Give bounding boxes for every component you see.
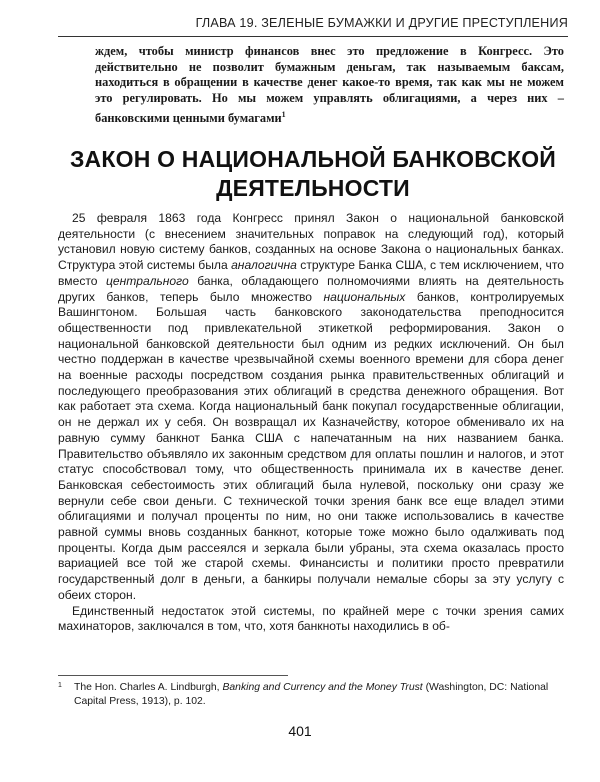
paragraph-2: Единственный недостаток этой системы, по крайней мере с точки зрения самих махинаторов, заключался в том, что, хотя банкноты находились в об- [58, 603, 564, 634]
paragraph-1-part-c: банка, обладающего полномочиями влиять на деятельность других банков, теперь было множество [58, 273, 564, 304]
footnote-author: The Hon. Charles A. Lindburgh, [74, 682, 223, 693]
footnote-reference: 1 [281, 109, 286, 119]
emphasis-central: центрального [106, 273, 189, 288]
emphasis-analogous: аналогична [231, 258, 297, 273]
running-header: ГЛАВА 19. ЗЕЛЕНЫЕ БУМАЖКИ И ДРУГИЕ ПРЕСТУПЛЕНИЯ [195, 16, 568, 30]
paragraph-1-part-d: банков, контролируемых Вашингтоном. Большая часть банковского законодательства преподносится общественности под привлекательной этикеткой реформирования. Закон о национальной банковской деятельности был одним из редких исключений. Он был честно поддержан в качестве чрезвычайной схемы военного времени для сбора денег на военные расходы посредством создания рынка правительственных облигаций и последующего преобразования этих облигаций в средства денежного обращения. Вот как работает эта схема. Когда национальный банк покупал государственные облигации, он не держал их у себя. Он возвращал их Казначейству, которое обменивало их на равную сумму банкнот Банка США с напечатанным на них названием банка. Правительство объявляло их законным средством для оплаты пошлин и налогов, и этот статус способствовал тому, что общественность принимала их в качестве денег. Банковская себестоимость этих облигаций была нулевой, поскольку они сразу же вернули себе свои деньги. С технической точки зрения банк все еще владел этими облигациями и получал проценты по ним, но они также использовались в качестве равной суммы вновь созданных банкнот, которые тоже можно было одалживать под проценты. Когда дым рассеялся и зеркала были убраны, эта схема оказалась просто вариацией все той же старой схемы. Финансисты и политики просто превратили государственный долг в деньги, а банкиры получали немалые сборы за эту услугу с обеих сторон. [58, 289, 564, 602]
paragraph-1 [58, 211, 564, 604]
quote-block [95, 44, 564, 127]
footnote-number: 1 [58, 682, 62, 689]
footnote-body [58, 681, 564, 709]
header-divider [58, 36, 568, 37]
quote-text: ждем, чтобы министр финансов внес это предложение в Конгресс. Это действительно не позволит бумажным деньгам, так называемым баксам, находиться в обращении в качестве денег какое-то время, так как мы не можем это регулировать. Но мы можем управлять облигациями, а через них – банковскими ценными бумагами [95, 44, 564, 125]
section-title [58, 145, 568, 203]
paragraph-1-part-a: 25 февраля 1863 года Конгресс принял Закон о национальной банковской деятельности (с внесением значительных поправок на следующий год), который установил новую систему банков, созданных на основе Закона о национальных банках. Структура этой системы была [58, 211, 564, 273]
emphasis-national: национальных [323, 289, 406, 304]
body-text [58, 211, 564, 635]
page-number: 401 [288, 723, 312, 739]
footnote-book-title: Banking and Currency and the Money Trust [222, 682, 423, 693]
paragraph-1-part-b: структуре Банка США, с тем исключением, что вместо [58, 258, 564, 288]
section-title-line-2: ДЕЯТЕЛЬНОСТИ [216, 175, 410, 201]
footnote-divider [58, 675, 288, 676]
footnote-publisher: (Washington, DC: National Capital Press, 1913), p. 102. [74, 682, 549, 707]
section-title-line-1: ЗАКОН О НАЦИОНАЛЬНОЙ БАНКОВСКОЙ [69, 146, 557, 172]
footnote [58, 681, 564, 709]
